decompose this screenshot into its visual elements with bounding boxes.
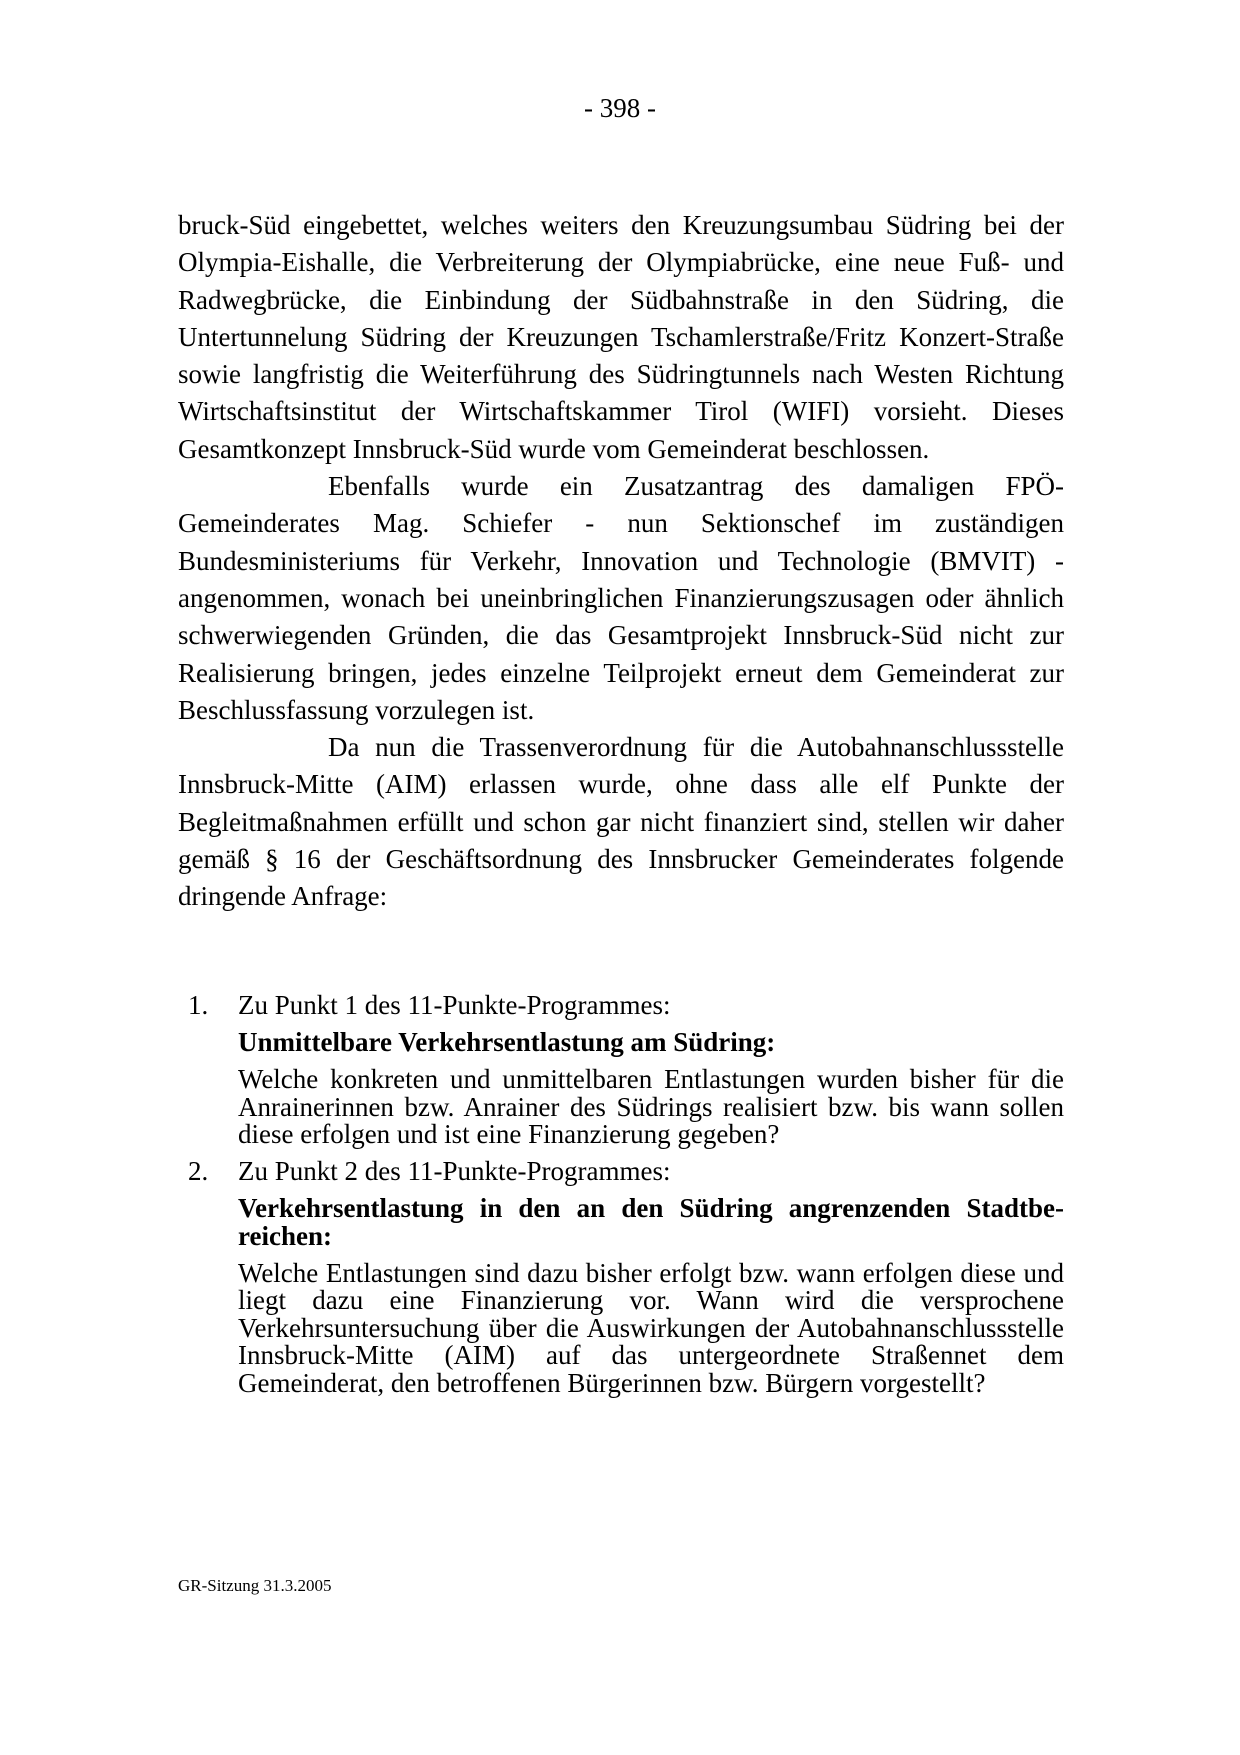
question-item-2 <box>178 1153 1064 1398</box>
body-text <box>178 207 1064 916</box>
question-heading: Zu Punkt 2 des 11-Punkte-Programmes: <box>238 1155 671 1186</box>
question-heading: Zu Punkt 1 des 11-Punkte-Programmes: <box>238 990 671 1020</box>
question-number: 2. <box>188 1155 209 1186</box>
page-footer: GR-Sitzung 31.3.2005 <box>178 1576 332 1595</box>
paragraph-2: Ebenfalls wurde ein Zusatzantrag des damaligen FPÖ-Gemeinderates Mag. Schiefer - nun Sektionschef im zuständigen Bundesministeriums für Verkehr, Innovation und Technologie (BMVIT) - angenommen, wonach bei uneinbringlichen Finanzierungszusagen oder ähnlich schwerwiegenden Gründen, die das Gesamtprojekt Innsbruck-Süd nicht zur Realisierung bringen, jedes einzelne Teilprojekt erneut dem Gemeinderat zur Beschlussfassung vorzulegen ist. <box>178 471 1064 725</box>
question-item-1 <box>178 987 1064 1149</box>
paragraph-3: Da nun die Trassenverordnung für die Autobahnanschlussstelle Innsbruck-Mitte (AIM) erlassen wurde, ohne dass alle elf Punkte der Begleitmaßnahmen erfüllt und schon gar nicht finanziert sind, stellen wir daher gemäß § 16 der Geschäftsordnung des Innsbrucker Gemeinderates folgende dringende Anfrage: <box>178 732 1064 912</box>
question-title: Unmittelbare Verkehrsentlastung am Südring: <box>238 1027 776 1057</box>
question-number: 1. <box>188 990 209 1020</box>
page-number: - 398 - <box>584 93 656 123</box>
question-list <box>178 987 1064 1397</box>
question-text: Welche Entlastungen sind dazu bisher erfolgt bzw. wann erfolgen diese und liegt dazu eine Finanzierung vor. Wann wird die versprochene Verkehrsuntersuchung über die Auswirkungen der Autobahnanschlussstelle Innsbruck-Mitte (AIM) auf das untergeordnete Straßennet dem Gemeinderat, den betroffenen Bürgerinnen bzw. Bürgern vorgestellt? <box>238 1257 1064 1398</box>
question-title: Verkehrsentlastung in den an den Südring angrenzenden Stadtbereichen: <box>238 1192 1064 1251</box>
question-text: Welche konkreten und unmittelbaren Entlastungen wurden bisher für die Anrainerinnen bzw. Anrainer des Südrings realisiert bzw. bis wann sollen diese erfolgen und ist eine Finanzierung gegeben? <box>238 1064 1064 1149</box>
paragraph-1: bruck-Süd eingebettet, welches weiters den Kreuzungsumbau Südring bei der Olympia-Eishalle, die Verbreiterung der Olympiabrücke, eine neue Fuß- und Radwegbrücke, die Einbindung der Südbahnstraße in den Südring, die Untertunnelung Südring der Kreuzungen Tschamlerstraße/Fritz Konzert-Straße sowie langfristig die Weiterführung des Südringtunnels nach Westen Richtung Wirtschaftsinstitut der Wirtschaftskammer Tirol (WIFI) vorsieht. Dieses Gesamtkonzept Innsbruck-Süd wurde vom Gemeinderat beschlossen. <box>178 210 1064 464</box>
